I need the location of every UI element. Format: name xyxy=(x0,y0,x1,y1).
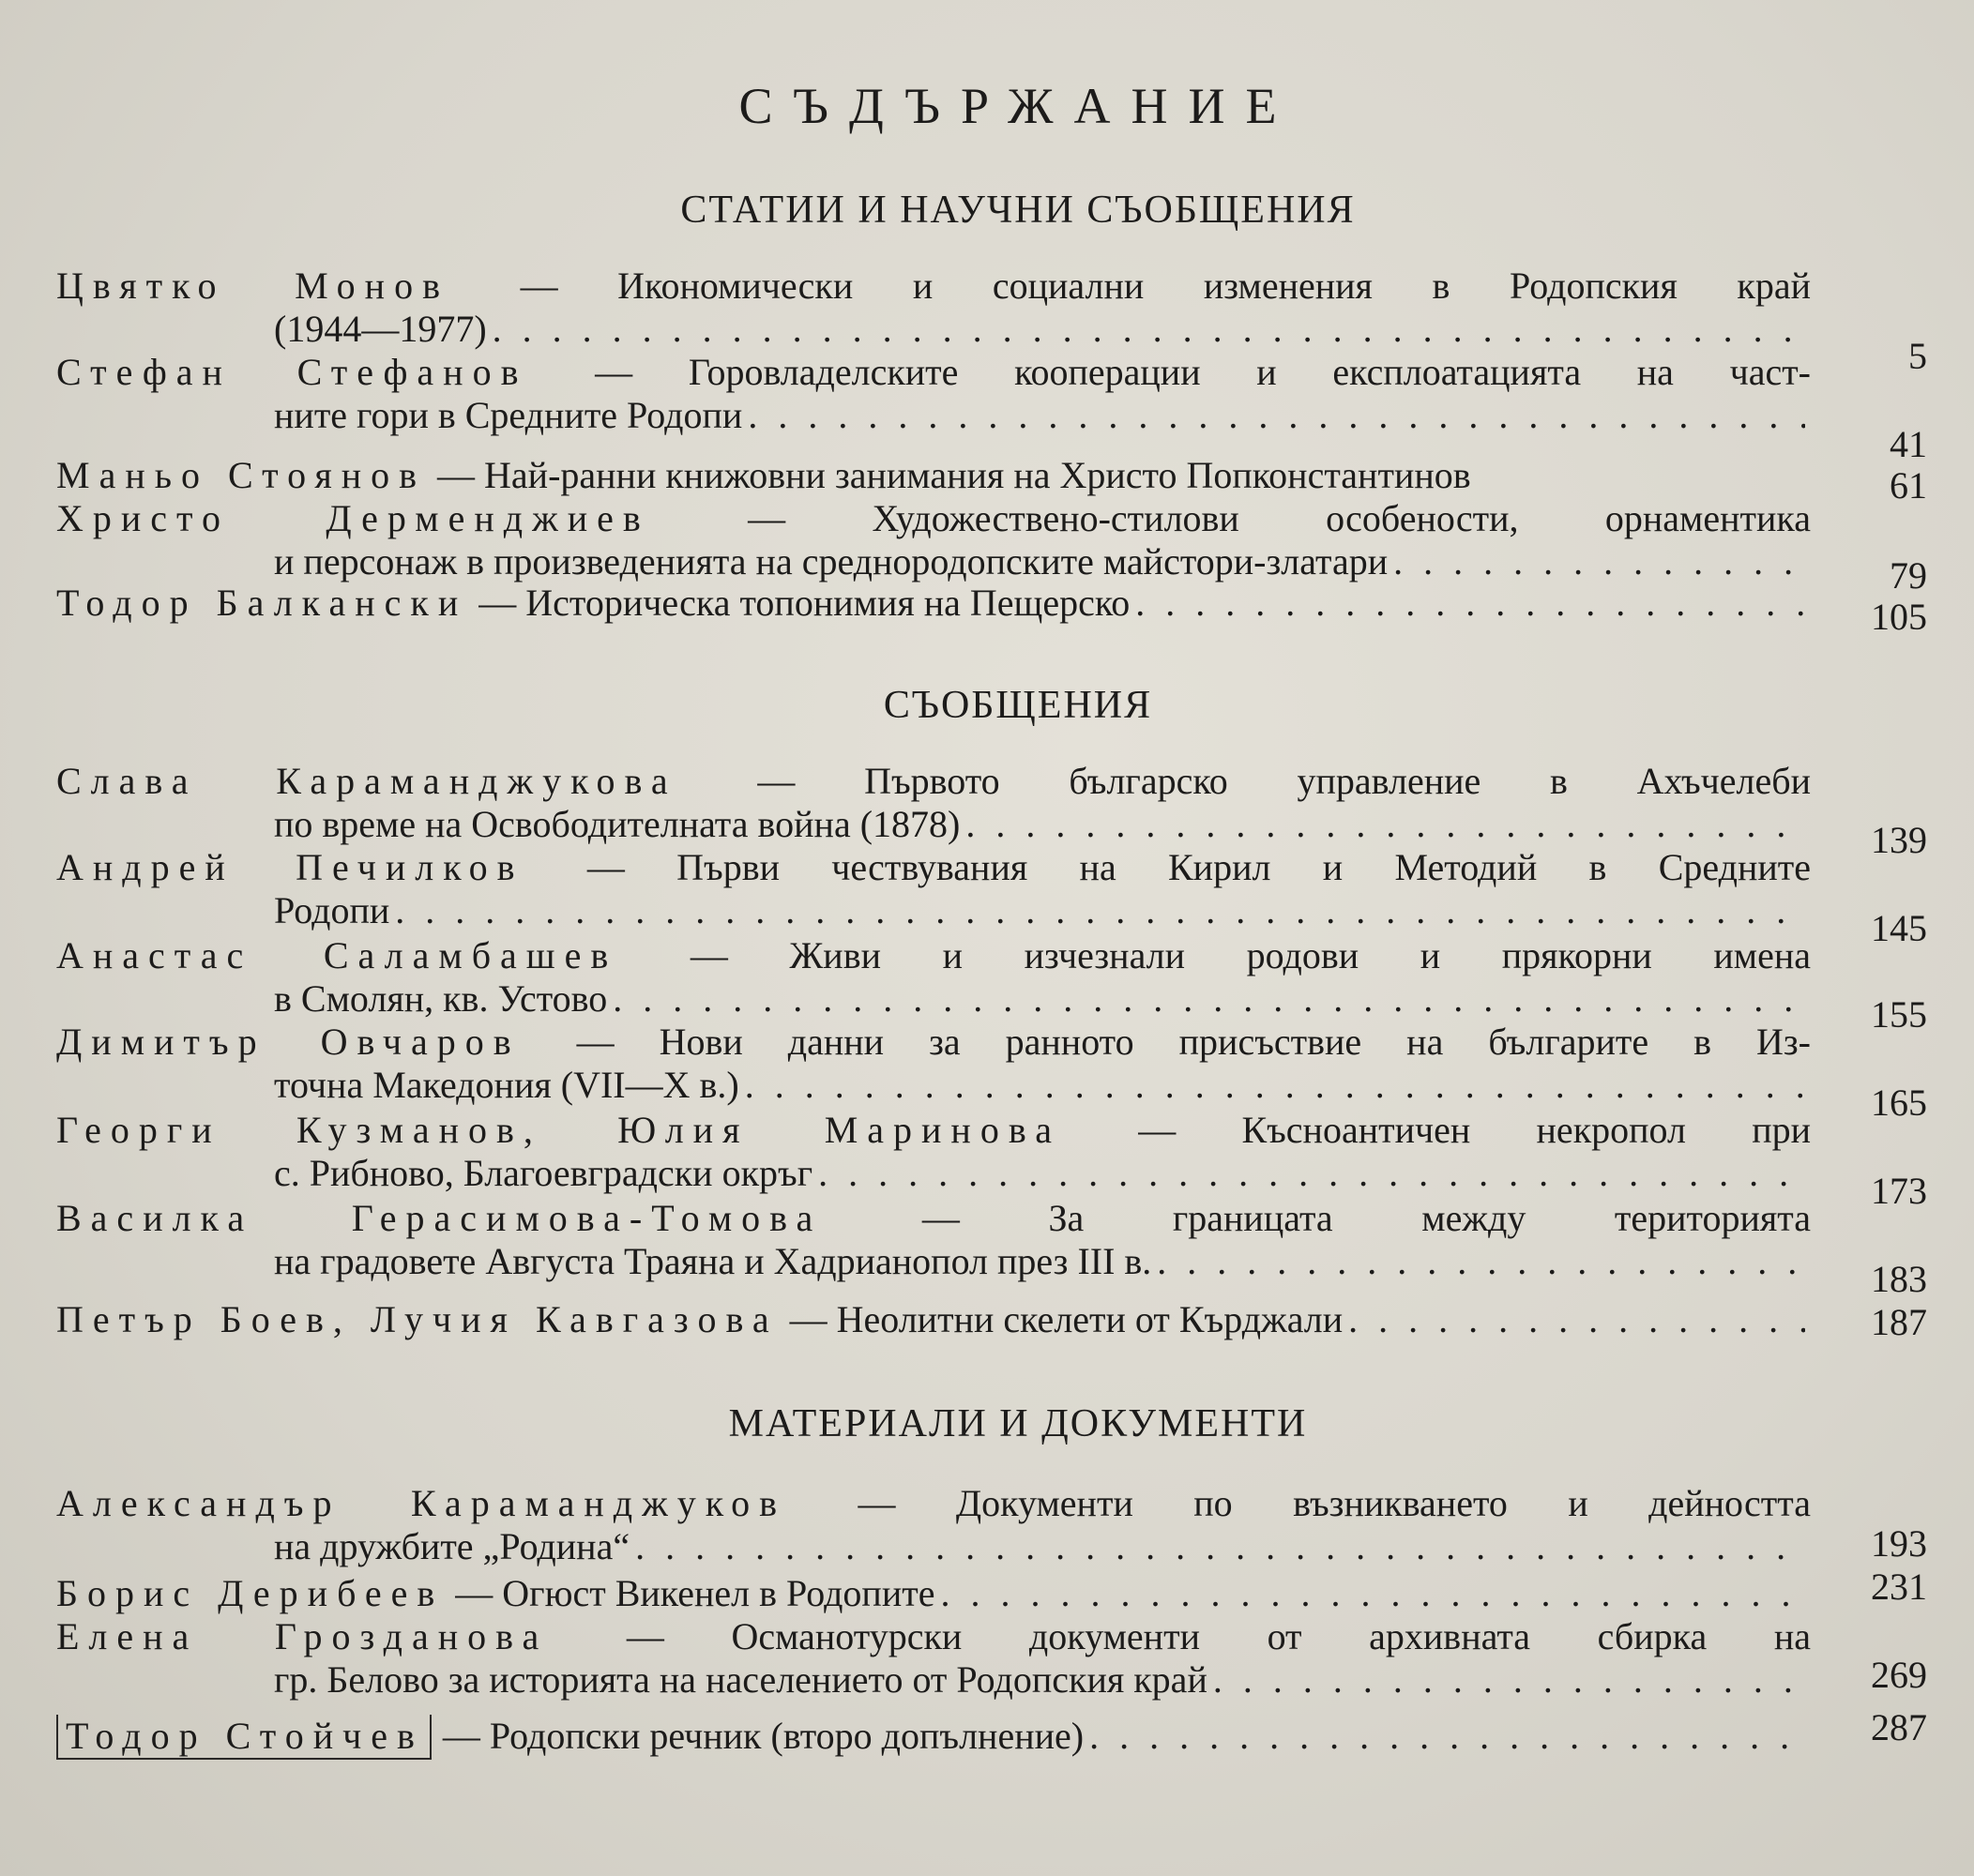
page-number: 269 xyxy=(1871,1654,1927,1696)
entry-title: — Историческа топонимия на Пещерско xyxy=(478,582,1131,624)
entry-title-cont: с. Рибново, Благоевградски окръг xyxy=(274,1152,813,1194)
dot-leader xyxy=(493,308,1805,351)
page-number: 145 xyxy=(1871,907,1927,949)
page-title: СЪДЪРЖАНИЕ xyxy=(738,78,1298,134)
page-number: 183 xyxy=(1871,1258,1927,1300)
entry-author: Петър Боев, Лучия Кавгазова xyxy=(56,1298,779,1340)
entry-title-cont: ните гори в Средните Родопи xyxy=(274,394,743,436)
toc-entry xyxy=(56,1615,1811,1702)
toc-entry xyxy=(56,582,1811,625)
dot-leader xyxy=(745,1064,1805,1107)
entry-title: — За границата между територията xyxy=(921,1197,1812,1239)
toc-entry xyxy=(56,1298,1811,1341)
section-heading: СЪОБЩЕНИЯ xyxy=(883,684,1153,727)
toc-entry xyxy=(56,1482,1811,1568)
entry-title: — Османотурски документи от архивната сбирка на xyxy=(626,1615,1811,1657)
page-number: 5 xyxy=(1908,335,1927,377)
entry-author: Тодор Стойчев xyxy=(56,1715,432,1760)
dot-leader xyxy=(940,1572,1805,1615)
section-heading: МАТЕРИАЛИ И ДОКУМЕНТИ xyxy=(728,1402,1308,1445)
entry-title-cont: на градовете Августа Траяна и Хадрианопол през III в. xyxy=(274,1240,1152,1282)
page-number: 139 xyxy=(1871,819,1927,861)
page-number: 287 xyxy=(1871,1706,1927,1748)
entry-title: — Документи по възникването и дейността xyxy=(858,1482,1812,1524)
entry-author: Василка Герасимова-Томова xyxy=(56,1197,823,1239)
entry-author: Тодор Балкански xyxy=(56,582,468,624)
dot-leader xyxy=(818,1152,1805,1195)
entry-title: — Нови данни за ранното присъствие на българите в Из- xyxy=(576,1021,1812,1063)
entry-title: — Най-ранни книжовни занимания на Христо Попконстантинов xyxy=(437,454,1471,496)
toc-entry xyxy=(56,1021,1811,1107)
dot-leader xyxy=(1348,1298,1805,1341)
entry-author: Анастас Саламбашев xyxy=(56,934,618,976)
entry-author: Александър Караманджуков xyxy=(56,1482,787,1524)
entry-author: Борис Дерибеев xyxy=(56,1572,445,1614)
dot-leader xyxy=(748,394,1805,437)
toc-entry xyxy=(56,1197,1811,1283)
page-number: 187 xyxy=(1871,1301,1927,1343)
dot-leader xyxy=(1213,1658,1805,1702)
page-number: 79 xyxy=(1890,554,1927,597)
entry-author: Димитър Овчаров xyxy=(56,1021,521,1063)
toc-entry xyxy=(56,760,1811,846)
toc-entry xyxy=(56,351,1811,437)
entry-title-cont: на дружбите „Родина“ xyxy=(274,1525,630,1567)
entry-author: Слава Караманджукова xyxy=(56,760,677,802)
dot-leader xyxy=(395,889,1805,932)
entry-title: — Художествено-стилови особености, орнаментика xyxy=(748,497,1811,539)
page-number: 193 xyxy=(1871,1522,1927,1565)
dot-leader xyxy=(1157,1240,1805,1283)
page-number: 173 xyxy=(1871,1170,1927,1212)
dot-leader xyxy=(1135,582,1805,625)
entry-title-cont: (1944—1977) xyxy=(274,308,487,350)
dot-leader xyxy=(613,977,1805,1021)
dot-leader xyxy=(1393,540,1805,583)
toc-entry xyxy=(56,497,1811,583)
toc-entry xyxy=(56,1715,1811,1760)
entry-title: — Живи и изчезнали родови и прякорни имена xyxy=(690,934,1812,976)
page-number: 155 xyxy=(1871,993,1927,1036)
entry-title: — Неолитни скелети от Кърджали xyxy=(789,1298,1344,1340)
toc-entry xyxy=(56,1109,1811,1195)
page-number: 105 xyxy=(1871,596,1927,638)
entry-title-cont: гр. Белово за историята на населението от Родопския край xyxy=(274,1658,1207,1701)
entry-author: Андрей Печилков xyxy=(56,846,524,888)
page-number: 41 xyxy=(1890,423,1927,465)
toc-entry xyxy=(56,454,1811,497)
entry-title-cont: и персонаж в произведенията на среднородопските майстори-златари xyxy=(274,540,1389,582)
entry-author: Елена Грозданова xyxy=(56,1615,549,1657)
entry-title: — Икономически и социални изменения в Родопския край xyxy=(520,265,1812,307)
entry-title-cont: точна Македония (VII—X в.) xyxy=(274,1064,739,1106)
page-number: 165 xyxy=(1871,1082,1927,1124)
dot-leader xyxy=(635,1525,1805,1568)
toc-entry xyxy=(56,846,1811,932)
entry-title: — Горовладелските кооперации и експлоатацията на част- xyxy=(595,351,1812,393)
toc-entry xyxy=(56,1572,1811,1615)
entry-title-cont: Родопи xyxy=(274,889,390,931)
entry-title: — Късноантичен некропол при xyxy=(1138,1109,1812,1151)
entry-title: — Първи чествувания на Кирил и Методий в Средните xyxy=(586,846,1812,888)
entry-title-cont: в Смолян, кв. Устово xyxy=(274,977,608,1020)
toc-entry xyxy=(56,934,1811,1021)
entry-title: — Първото българско управление в Ахъчелеби xyxy=(757,760,1811,802)
entry-author: Цвятко Монов xyxy=(56,265,449,307)
entry-author: Георги Кузманов, Юлия Маринова xyxy=(56,1109,1061,1151)
page-number: 231 xyxy=(1871,1566,1927,1608)
toc-entry xyxy=(56,265,1811,351)
dot-leader xyxy=(1089,1715,1805,1758)
page-number: 61 xyxy=(1890,464,1927,507)
entry-title: — Родопски речник (второ допълнение) xyxy=(442,1715,1085,1757)
entry-author: Маньо Стоянов xyxy=(56,454,427,496)
entry-author: Христо Дерменджиев xyxy=(56,497,650,539)
section-heading: СТАТИИ И НАУЧНИ СЪОБЩЕНИЯ xyxy=(680,189,1356,232)
entry-author: Стефан Стефанов xyxy=(56,351,528,393)
entry-title: — Огюст Викенел в Родопите xyxy=(455,1572,935,1614)
dot-leader xyxy=(965,803,1805,846)
entry-title-cont: по време на Освободителната война (1878) xyxy=(274,803,961,845)
